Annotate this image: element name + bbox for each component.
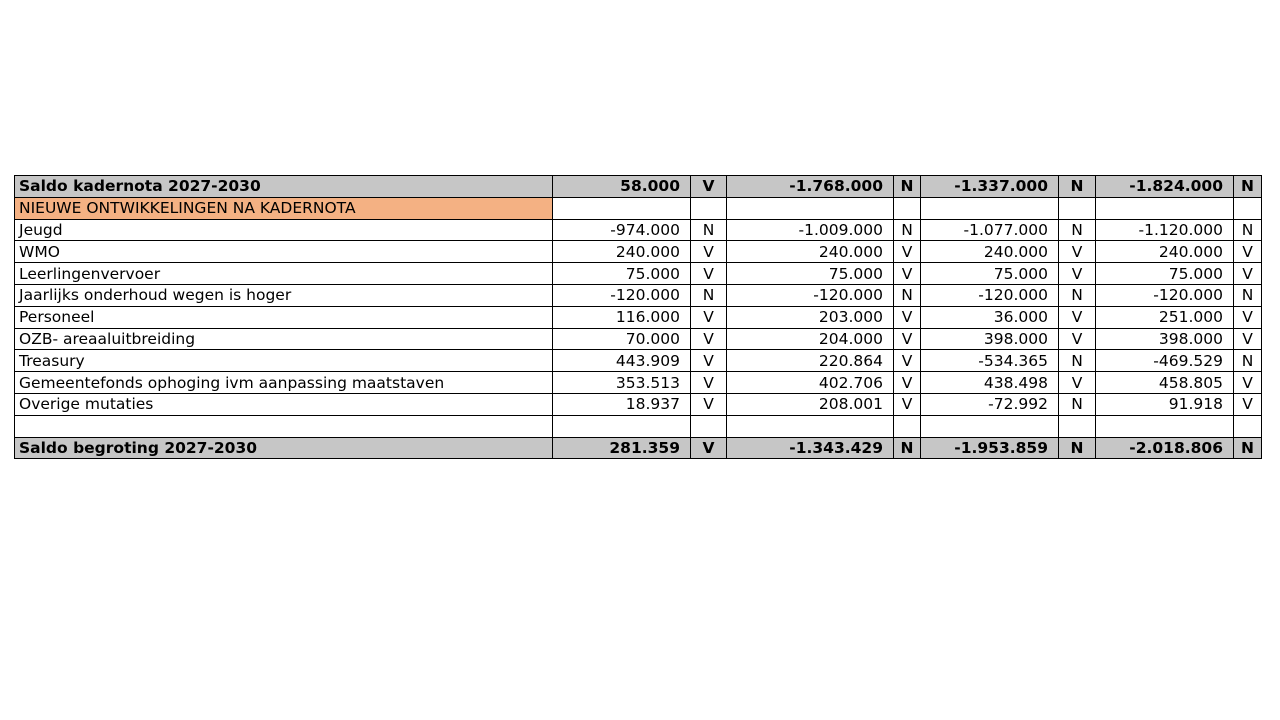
flag-cell: V xyxy=(894,263,921,285)
flag-cell: V xyxy=(691,437,727,459)
amount-cell: 116.000 xyxy=(553,306,691,328)
flag-cell: N xyxy=(1234,176,1262,198)
empty-cell xyxy=(727,415,894,437)
amount-cell: -1.824.000 xyxy=(1096,176,1234,198)
empty-cell xyxy=(921,415,1059,437)
amount-cell: 75.000 xyxy=(1096,263,1234,285)
amount-cell: 398.000 xyxy=(1096,328,1234,350)
amount-cell: -1.337.000 xyxy=(921,176,1059,198)
amount-cell: 75.000 xyxy=(727,263,894,285)
empty-cell xyxy=(553,197,691,219)
amount-cell: -1.009.000 xyxy=(727,219,894,241)
flag-cell: V xyxy=(691,306,727,328)
empty-cell xyxy=(1059,197,1096,219)
amount-cell: -72.992 xyxy=(921,393,1059,415)
amount-cell: -974.000 xyxy=(553,219,691,241)
flag-cell: V xyxy=(1234,241,1262,263)
amount-cell: -534.365 xyxy=(921,350,1059,372)
flag-cell: V xyxy=(691,393,727,415)
amount-cell: 240.000 xyxy=(727,241,894,263)
flag-cell: V xyxy=(1234,372,1262,394)
amount-cell: 398.000 xyxy=(921,328,1059,350)
amount-cell: 251.000 xyxy=(1096,306,1234,328)
table-row xyxy=(15,284,1262,306)
table-row xyxy=(15,219,1262,241)
amount-cell: 281.359 xyxy=(553,437,691,459)
amount-cell: 75.000 xyxy=(553,263,691,285)
amount-cell: 70.000 xyxy=(553,328,691,350)
flag-cell: N xyxy=(894,219,921,241)
budget-table-body xyxy=(15,176,1262,459)
flag-cell: V xyxy=(691,372,727,394)
summary-row-begroting xyxy=(15,437,1262,459)
empty-cell xyxy=(727,197,894,219)
amount-cell: -2.018.806 xyxy=(1096,437,1234,459)
table-row xyxy=(15,306,1262,328)
empty-cell xyxy=(691,415,727,437)
flag-cell: V xyxy=(894,372,921,394)
row-label: Saldo kadernota 2027-2030 xyxy=(15,176,553,198)
empty-cell xyxy=(15,415,553,437)
flag-cell: V xyxy=(894,350,921,372)
amount-cell: 240.000 xyxy=(553,241,691,263)
empty-cell xyxy=(1234,415,1262,437)
flag-cell: V xyxy=(691,350,727,372)
flag-cell: N xyxy=(1059,284,1096,306)
flag-cell: N xyxy=(1059,393,1096,415)
empty-cell xyxy=(894,197,921,219)
flag-cell: N xyxy=(1234,219,1262,241)
flag-cell: V xyxy=(1234,328,1262,350)
flag-cell: N xyxy=(1234,350,1262,372)
flag-cell: N xyxy=(691,284,727,306)
flag-cell: N xyxy=(1059,219,1096,241)
flag-cell: V xyxy=(1059,328,1096,350)
flag-cell: N xyxy=(691,219,727,241)
amount-cell: 208.001 xyxy=(727,393,894,415)
amount-cell: 240.000 xyxy=(1096,241,1234,263)
amount-cell: 443.909 xyxy=(553,350,691,372)
flag-cell: V xyxy=(1059,306,1096,328)
flag-cell: V xyxy=(691,263,727,285)
empty-cell xyxy=(1059,415,1096,437)
flag-cell: V xyxy=(894,393,921,415)
table-row xyxy=(15,372,1262,394)
row-label: WMO xyxy=(15,241,553,263)
table-row xyxy=(15,241,1262,263)
empty-cell xyxy=(1234,197,1262,219)
empty-cell xyxy=(691,197,727,219)
flag-cell: V xyxy=(691,176,727,198)
flag-cell: N xyxy=(894,176,921,198)
flag-cell: V xyxy=(894,328,921,350)
flag-cell: V xyxy=(894,241,921,263)
budget-table xyxy=(14,175,1262,459)
row-label: Treasury xyxy=(15,350,553,372)
amount-cell: -120.000 xyxy=(1096,284,1234,306)
section-title: NIEUWE ONTWIKKELINGEN NA KADERNOTA xyxy=(15,197,553,219)
flag-cell: V xyxy=(1059,263,1096,285)
empty-cell xyxy=(894,415,921,437)
amount-cell: 18.937 xyxy=(553,393,691,415)
empty-cell xyxy=(553,415,691,437)
amount-cell: -469.529 xyxy=(1096,350,1234,372)
amount-cell: 204.000 xyxy=(727,328,894,350)
flag-cell: V xyxy=(691,328,727,350)
empty-cell xyxy=(1096,415,1234,437)
row-label: Jeugd xyxy=(15,219,553,241)
flag-cell: V xyxy=(894,306,921,328)
amount-cell: 36.000 xyxy=(921,306,1059,328)
row-label: Leerlingenvervoer xyxy=(15,263,553,285)
flag-cell: V xyxy=(1234,306,1262,328)
amount-cell: 91.918 xyxy=(1096,393,1234,415)
flag-cell: V xyxy=(1234,263,1262,285)
table-row xyxy=(15,263,1262,285)
empty-cell xyxy=(921,197,1059,219)
empty-cell xyxy=(1096,197,1234,219)
flag-cell: N xyxy=(1234,284,1262,306)
amount-cell: -120.000 xyxy=(727,284,894,306)
flag-cell: N xyxy=(894,284,921,306)
amount-cell: 203.000 xyxy=(727,306,894,328)
flag-cell: N xyxy=(1234,437,1262,459)
amount-cell: -1.768.000 xyxy=(727,176,894,198)
flag-cell: N xyxy=(1059,350,1096,372)
amount-cell: 353.513 xyxy=(553,372,691,394)
row-label: OZB- areaaluitbreiding xyxy=(15,328,553,350)
flag-cell: N xyxy=(1059,176,1096,198)
amount-cell: -1.120.000 xyxy=(1096,219,1234,241)
flag-cell: V xyxy=(691,241,727,263)
amount-cell: 58.000 xyxy=(553,176,691,198)
amount-cell: -120.000 xyxy=(553,284,691,306)
amount-cell: 220.864 xyxy=(727,350,894,372)
amount-cell: -1.343.429 xyxy=(727,437,894,459)
flag-cell: V xyxy=(1059,372,1096,394)
amount-cell: 438.498 xyxy=(921,372,1059,394)
flag-cell: V xyxy=(1059,241,1096,263)
summary-row-kadernota xyxy=(15,176,1262,198)
flag-cell: N xyxy=(1059,437,1096,459)
flag-cell: N xyxy=(894,437,921,459)
row-label: Gemeentefonds ophoging ivm aanpassing maatstaven xyxy=(15,372,553,394)
table-row xyxy=(15,350,1262,372)
table-row xyxy=(15,328,1262,350)
row-label: Jaarlijks onderhoud wegen is hoger xyxy=(15,284,553,306)
amount-cell: 402.706 xyxy=(727,372,894,394)
table-row xyxy=(15,393,1262,415)
amount-cell: 240.000 xyxy=(921,241,1059,263)
blank-row xyxy=(15,415,1262,437)
row-label: Personeel xyxy=(15,306,553,328)
amount-cell: -1.077.000 xyxy=(921,219,1059,241)
amount-cell: -120.000 xyxy=(921,284,1059,306)
flag-cell: V xyxy=(1234,393,1262,415)
row-label: Overige mutaties xyxy=(15,393,553,415)
amount-cell: 458.805 xyxy=(1096,372,1234,394)
amount-cell: -1.953.859 xyxy=(921,437,1059,459)
amount-cell: 75.000 xyxy=(921,263,1059,285)
section-row xyxy=(15,197,1262,219)
row-label: Saldo begroting 2027-2030 xyxy=(15,437,553,459)
